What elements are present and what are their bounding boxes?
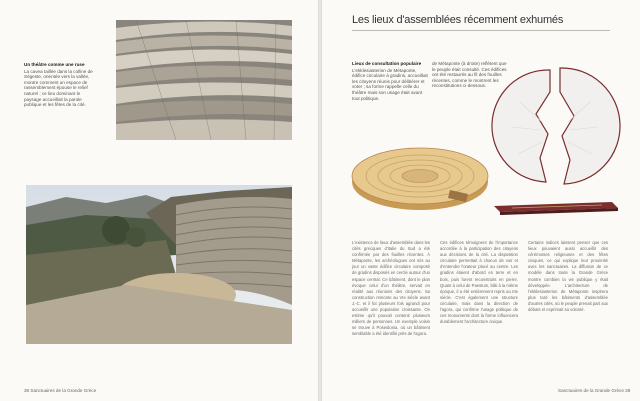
theatre-steps-photo [116, 20, 292, 140]
left-caption-text: La cavea taillée dans la colline de Ségeste, orientée vers la vallée, montre comment un espace de rassemblement épouse le relief naturel ; ce lieu dominant le paysage accueillait la parole publique et les fêtes de la cité. [24, 68, 93, 108]
right-caption-title: Lieux de consultation populaire [352, 61, 422, 66]
title-rule [352, 30, 610, 31]
page-title: Les lieux d'assemblées récemment exhumés [352, 14, 564, 26]
body-text-2: Ces édifices témoignent de l'importance accordée à la participation des citoyens aux décisions de la cité. La disposition circulaire permettait à chacun de voir et d'entendre l'orateur placé au centre. Les gradins étaient d'abord en terre et en bois, puis furent reconstruits en pierre. Quant à celui de Paestum, bâti à la même époque, il a été entièrement repris au IIIe siècle. C'est également une structure circulaire, mais dans la direction de l'agora, qui confirme l'usage politique de ces monuments dont la forme influencera durablement l'architecture civique. [440, 240, 518, 325]
wall-section-diagram [492, 198, 620, 216]
right-page [322, 0, 640, 401]
body-column-2 [440, 240, 518, 378]
split-plan-diagram [490, 62, 620, 192]
body-text-3: Certains indices laissent penser que ces lieux pouvaient aussi accueillir des cérémonies religieuses et des fêtes civiques, ce qui explique leur proximité avec les sanctuaires. La diffusion de ce modèle dans toute la Grande Grèce montre combien la vie publique y était développée. L'architecture de l'ekklesiasterion de Métaponte inspirera plus tard les bâtiments d'assemblée d'autres cités, où le peuple prenait part aux débats et exprimait sa volonté. [528, 240, 608, 313]
right-caption [352, 61, 428, 101]
right-caption-text: L'ekklesiasterion de Métaponte, édifice circulaire à gradins, accueillait les citoyens réunis pour délibérer et voter ; sa forme rappelle celle du théâtre mais son usage était avant tout politique. [352, 67, 428, 101]
left-folio: 38 Sanctuaires de la Grande Grèce [24, 388, 97, 393]
left-page [0, 0, 318, 401]
body-text-1: L'existence de lieux d'assemblée dans les cités grecques d'Italie du Sud a été confirmée par des fouilles récentes. À Métaponte, les archéologues ont mis au jour un vaste édifice circulaire composé de gradins disposés en cercle autour d'un espace central. Ce bâtiment, dont le plan évoque celui d'un théâtre, servait en réalité aux réunions des citoyens. Sa construction remonte au VIe siècle avant J.-C. et il fut plusieurs fois agrandi pour accueillir une population croissante. On estime qu'il pouvait contenir plusieurs milliers de personnes. Un exemple voisin se trouve à Poseidonia, où un bâtiment semblable a été identifié près de l'agora. [352, 240, 430, 337]
body-column-1 [352, 240, 430, 378]
left-caption [24, 62, 98, 108]
body-column-3 [528, 240, 608, 313]
left-caption-title: Un théâtre comme une ruse [24, 62, 85, 67]
right-folio: Sanctuaires de la Grande Grèce 39 [558, 388, 631, 393]
right-caption-col2-text: de Métaponte (à droite) reflètent que le peuple était consulté. Ces édifices ont été restaurés au fil des fouilles récentes, comme le montrent les reconstitutions ci-dessous. [432, 61, 507, 89]
circular-assembly-reconstruction [350, 132, 490, 214]
segesta-theatre-landscape-photo [26, 185, 292, 344]
